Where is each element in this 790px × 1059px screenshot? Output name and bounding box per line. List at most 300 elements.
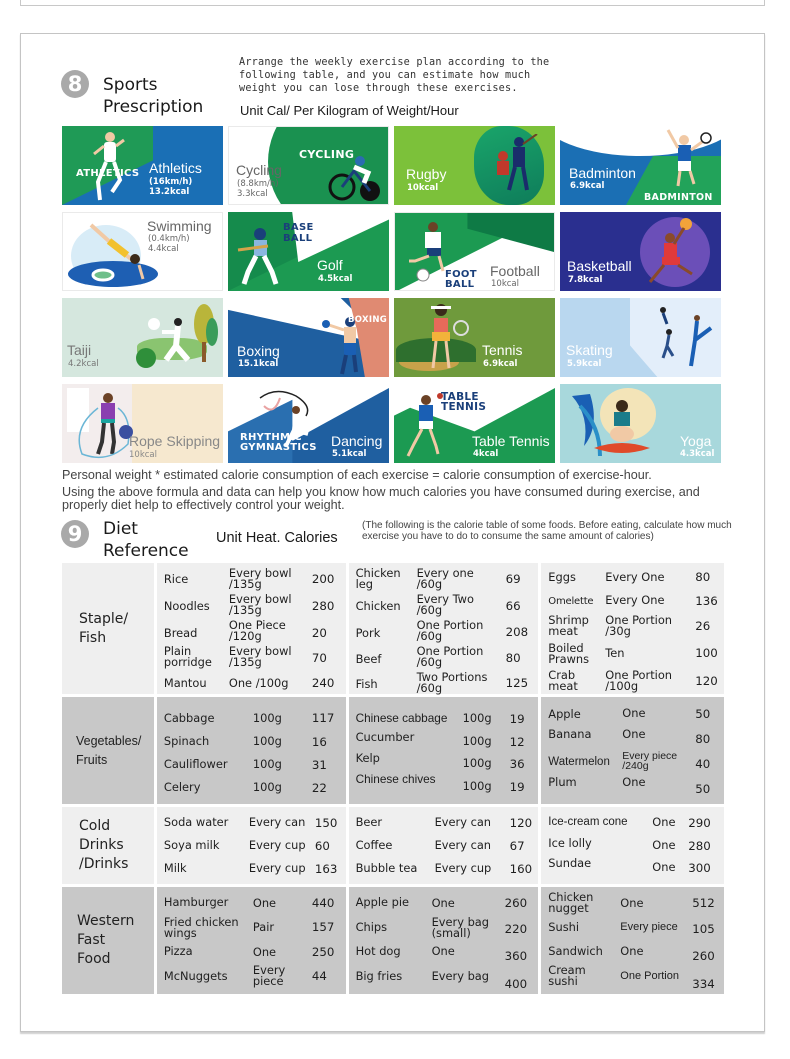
sport-kcal: 4.4kcal — [148, 244, 179, 254]
food-portion: One — [431, 896, 455, 910]
food-portion: One Portion — [605, 613, 673, 627]
food-name: Apple — [548, 707, 581, 721]
food-name: Beef — [355, 652, 382, 666]
food-name: Milk — [163, 861, 187, 875]
food-portion: Every can — [434, 815, 492, 829]
advice-text: Using the above formula and data can help you know how much calories you have consumed during exercise, and properly diet help to effectively control your weight. — [62, 485, 700, 512]
food-portion: 100g — [252, 780, 282, 794]
runner-icon — [90, 130, 126, 202]
food-portion: /135g — [228, 655, 262, 669]
sport-kcal: 5.9kcal — [567, 359, 602, 369]
previous-panel-frame — [20, 0, 765, 6]
sport-kcal: 4.2kcal — [68, 359, 99, 369]
food-name: Crab — [548, 668, 576, 682]
food-calories: 290 — [688, 816, 711, 830]
food-name: Bubble tea — [355, 861, 418, 875]
sport-name: Dancing — [331, 433, 383, 449]
food-calories: 300 — [688, 861, 711, 875]
food-portion: 100g — [462, 779, 492, 793]
food-portion: (small) — [431, 926, 471, 940]
table-row — [349, 965, 539, 991]
sport-kcal: 15.1kcal — [238, 359, 279, 369]
section-number-badge: 8 — [61, 70, 89, 98]
category-line: Vegetables/ — [76, 733, 142, 748]
food-portion: One Portion — [605, 668, 673, 682]
food-name: Beer — [355, 815, 383, 829]
sport-card-cycling[interactable] — [228, 126, 389, 205]
baseball-players-icon — [489, 134, 539, 196]
category-line: Drinks — [79, 837, 124, 853]
athletics-banner: ATHLETICS — [76, 168, 140, 179]
food-name: Spinach — [163, 734, 210, 748]
sport-kcal: 7.8kcal — [568, 275, 603, 285]
food-calories: 125 — [505, 676, 529, 690]
sport-card-dancing[interactable] — [228, 384, 389, 463]
cyclist-icon — [324, 153, 384, 203]
sport-kcal: 6.9kcal — [483, 359, 518, 369]
table-row — [541, 615, 724, 641]
food-portion: /60g — [416, 603, 443, 617]
food-portion: /120g — [228, 629, 262, 643]
food-calories: 280 — [311, 599, 335, 613]
table-row — [541, 643, 724, 669]
food-column — [157, 697, 346, 804]
rope-skipper-icon — [68, 388, 138, 462]
food-portion: Every can — [434, 838, 492, 852]
food-name: Cabbage — [163, 711, 215, 725]
food-name: Cucumber — [355, 730, 415, 744]
food-portion: /60g — [416, 681, 443, 695]
sport-name: Swimming — [147, 218, 212, 234]
sport-name: Cycling — [236, 162, 282, 178]
food-portion: Every bowl — [228, 592, 292, 606]
food-calories: 220 — [504, 922, 528, 936]
table-row — [349, 916, 539, 942]
food-calories: 163 — [314, 862, 338, 876]
food-name: Big fries — [355, 969, 403, 983]
table-row — [157, 567, 346, 593]
food-name: Cauliflower — [163, 757, 228, 771]
food-portion: One — [652, 838, 676, 852]
sport-name: Yoga — [680, 433, 712, 449]
unit-label: Unit Heat. Calories — [216, 530, 338, 546]
table-row — [157, 593, 346, 619]
food-calories: 80 — [505, 651, 521, 665]
food-name: McNuggets — [163, 969, 228, 983]
table-row — [541, 589, 724, 615]
food-portion: Every bowl — [228, 566, 292, 580]
food-column — [157, 563, 346, 694]
food-portion: Every one — [416, 566, 474, 580]
category-line: Fruits — [76, 752, 108, 767]
food-name: Apple pie — [355, 895, 410, 909]
sport-name: Boxing — [237, 343, 280, 359]
food-portion: Every cup — [248, 838, 306, 852]
food-portion: Every can — [248, 815, 306, 829]
sport-card-tennis[interactable] — [394, 298, 555, 377]
food-portion: One Portion — [416, 644, 484, 658]
category-label — [62, 697, 154, 804]
food-name: Eggs — [548, 570, 576, 584]
sport-name: Table Tennis — [472, 433, 550, 449]
food-calories: 136 — [695, 594, 718, 608]
sport-name: Badminton — [569, 165, 636, 181]
food-column — [541, 807, 724, 884]
food-column — [157, 807, 346, 884]
intro-line: Arrange the weekly exercise plan according to the — [239, 57, 550, 68]
food-calories: 160 — [509, 862, 533, 876]
sport-card-athletics[interactable] — [62, 126, 223, 205]
table-row — [349, 619, 539, 645]
table-row — [349, 859, 539, 885]
food-calories: 50 — [695, 782, 711, 796]
food-column — [349, 697, 539, 804]
sport-kcal: 10kcal — [407, 183, 439, 193]
food-calories: 19 — [509, 712, 525, 726]
sport-card-rugby[interactable] — [394, 126, 555, 205]
tennis-player-icon — [419, 300, 475, 374]
food-portion: Every bag — [431, 915, 490, 929]
food-portion: One — [622, 775, 646, 789]
food-calories: 157 — [311, 920, 335, 934]
food-portion: /240g — [622, 760, 649, 772]
sport-speed: (0.4km/h) — [148, 234, 190, 244]
cycling-banner: CYCLING — [299, 148, 355, 161]
table-row — [541, 857, 724, 883]
sport-name: Skating — [566, 342, 613, 358]
food-portion: Every bag — [431, 969, 490, 983]
food-name: Fish — [355, 677, 378, 691]
food-name: Soya milk — [163, 838, 220, 852]
food-calories: 400 — [504, 977, 528, 991]
food-column — [157, 887, 346, 994]
food-calories: 67 — [509, 839, 525, 853]
table-row — [541, 669, 724, 695]
food-portion: /135g — [228, 603, 262, 617]
food-calories: 50 — [695, 707, 711, 721]
baseball-batter-icon — [234, 226, 280, 288]
section-title — [103, 518, 189, 562]
food-calories: 440 — [311, 896, 335, 910]
food-portion: One — [252, 896, 277, 910]
food-portion: One Portion — [620, 970, 679, 982]
food-portion: 100g — [462, 711, 492, 725]
sport-card-taiji[interactable] — [62, 298, 223, 377]
food-portion: 100g — [252, 711, 282, 725]
food-name: Fried chicken — [163, 915, 239, 929]
food-calories: 80 — [695, 732, 711, 746]
food-name: Chinese cabbage — [355, 711, 448, 725]
baseball-banner-2: BALL — [283, 233, 313, 244]
food-portion: One — [431, 944, 455, 958]
food-portion: One — [252, 945, 277, 959]
food-calories: 26 — [695, 619, 711, 633]
sport-card-basketball[interactable] — [560, 212, 721, 291]
sport-speed: (16km/h) — [149, 177, 193, 187]
food-column — [541, 563, 724, 694]
food-name: leg — [355, 577, 373, 591]
sport-card-football[interactable] — [394, 212, 555, 291]
food-portion: /60g — [416, 577, 443, 591]
food-name: Chicken — [548, 890, 594, 904]
food-calories: 69 — [505, 572, 521, 586]
food-name: Pork — [355, 626, 381, 640]
category-line: /Drinks — [79, 856, 129, 872]
section-title — [103, 74, 203, 118]
food-name: meat — [548, 624, 578, 638]
food-portion: Every cup — [434, 861, 492, 875]
food-group-staple-fish — [62, 563, 724, 694]
food-name: Sundae — [548, 856, 592, 870]
food-column — [349, 563, 539, 694]
sport-speed: (8.8km/h) — [237, 179, 279, 189]
category-line: Fast — [77, 932, 106, 948]
food-portion: /60g — [416, 655, 443, 669]
food-name: Rice — [163, 572, 189, 586]
food-calories: 260 — [504, 896, 528, 910]
sport-kcal: 4.3kcal — [680, 449, 715, 459]
intro-line: weight you can lose through these exercises. — [239, 82, 518, 94]
table-row — [157, 778, 346, 804]
food-name: Watermelon — [548, 756, 610, 768]
sport-kcal: 4.5kcal — [318, 274, 353, 284]
food-column — [349, 807, 539, 884]
food-name: porridge — [163, 655, 212, 669]
food-portion: Ten — [605, 646, 625, 660]
table-row — [157, 645, 346, 671]
food-calories: 260 — [692, 949, 715, 963]
food-name: Soda water — [163, 815, 229, 829]
food-calories: 360 — [504, 949, 528, 963]
sport-name: Football — [490, 263, 540, 279]
section-title-line1: Diet — [103, 519, 138, 539]
food-portion: Every cup — [248, 861, 306, 875]
badminton-player-icon — [660, 128, 715, 188]
food-calories: 120 — [509, 816, 533, 830]
food-calories: 150 — [314, 816, 338, 830]
food-calories: 117 — [311, 711, 335, 725]
sport-kcal: 10kcal — [129, 450, 157, 460]
section-title-line2: Reference — [103, 541, 189, 561]
formula-text: Personal weight * estimated calorie consumption of each exercise = calorie consumption of exercise-hour. — [62, 468, 652, 482]
food-name: Chicken — [355, 566, 401, 580]
food-calories: 280 — [688, 839, 711, 853]
food-portion: One Piece — [228, 618, 286, 632]
food-calories: 240 — [311, 676, 335, 690]
food-portion: Every One — [605, 593, 665, 607]
food-portion: piece — [252, 974, 284, 988]
food-calories: 208 — [505, 625, 529, 639]
sport-card-skating[interactable] — [560, 298, 721, 377]
food-name: Sandwich — [548, 944, 603, 958]
sport-card-table-tennis[interactable] — [394, 384, 555, 463]
food-name: Pizza — [163, 944, 193, 958]
table-row — [349, 671, 539, 697]
category-line: Food — [77, 951, 111, 967]
table-row — [157, 671, 346, 697]
food-calories: 31 — [311, 758, 327, 772]
table-tennis-banner-2: TENNIS — [441, 401, 487, 413]
food-calories: 44 — [311, 969, 327, 983]
sport-kcal: 6.9kcal — [570, 181, 605, 191]
unit-label: Unit Cal/ Per Kilogram of Weight/Hour — [240, 103, 459, 118]
baseball-banner-1: BASE — [283, 222, 314, 233]
table-row — [157, 965, 346, 991]
football-banner-1: FOOT — [445, 269, 477, 280]
sport-name: Athletics — [149, 160, 202, 176]
food-portion: 100g — [252, 757, 282, 771]
food-calories: 40 — [695, 757, 711, 771]
sport-kcal: 3.3kcal — [237, 189, 268, 199]
food-portion: /100g — [605, 679, 639, 693]
food-group-vegetables-fruits — [62, 697, 724, 804]
food-calories: 250 — [311, 945, 335, 959]
food-column — [541, 697, 724, 804]
intro-line: following table, and you can estimate how much — [239, 69, 531, 81]
sport-card-rope-skipping[interactable] — [62, 384, 223, 463]
food-portion: Every bowl — [228, 644, 292, 658]
sport-kcal: 4kcal — [473, 449, 499, 459]
sport-card-yoga[interactable] — [560, 384, 721, 463]
food-name: Bread — [163, 626, 198, 640]
category-line: Western — [77, 913, 135, 929]
table-row — [157, 916, 346, 942]
sport-card-swimming[interactable] — [62, 212, 223, 291]
food-name: Ice lolly — [548, 836, 592, 850]
food-calories: 66 — [505, 599, 521, 613]
diet-note: (The following is the calorie table of some foods. Before eating, calculate how much exercise you have to do to consume the same amount of calories) — [362, 520, 732, 542]
taiji-figure-icon — [134, 302, 219, 374]
table-row — [541, 965, 724, 991]
category-line: Fish — [79, 629, 107, 646]
food-name: Sushi — [548, 920, 580, 934]
food-portion: Every piece — [622, 750, 678, 762]
food-name: Cream — [548, 963, 586, 977]
food-name: Noodles — [163, 599, 210, 613]
badminton-banner: BADMINTON — [644, 192, 713, 203]
sport-name: Golf — [317, 257, 343, 273]
table-row — [157, 859, 346, 885]
sport-name: Rope Skipping — [129, 433, 221, 449]
sport-card-golf[interactable] — [228, 212, 389, 291]
food-name: sushi — [548, 974, 578, 988]
food-name: Celery — [163, 780, 201, 794]
sport-kcal: 10kcal — [491, 279, 519, 289]
food-portion: 100g — [462, 734, 492, 748]
food-name: meat — [548, 679, 578, 693]
table-row — [541, 726, 724, 752]
food-calories: 70 — [311, 651, 327, 665]
table-row — [349, 772, 539, 798]
food-name: Hot dog — [355, 944, 401, 958]
section-intro — [239, 57, 619, 95]
food-portion: One — [620, 944, 644, 958]
sport-card-boxing[interactable] — [228, 298, 389, 377]
swimmer-icon — [81, 221, 151, 287]
food-portion: /135g — [228, 577, 262, 591]
food-column — [349, 887, 539, 994]
food-portion: /60g — [416, 629, 443, 643]
basketball-player-icon — [640, 216, 710, 288]
food-name: Kelp — [355, 751, 380, 765]
food-name: wings — [163, 926, 197, 940]
food-calories: 22 — [311, 781, 327, 795]
food-calories: 100 — [695, 646, 718, 660]
table-row — [541, 774, 724, 800]
food-calories: 200 — [311, 572, 335, 586]
food-calories: 80 — [695, 570, 711, 584]
food-name: Ice-cream cone — [548, 816, 628, 828]
food-portion: One Portion — [416, 618, 484, 632]
food-portion: Every Two — [416, 592, 474, 606]
food-name: Chicken — [355, 599, 401, 613]
food-calories: 512 — [692, 896, 715, 910]
food-portion: /30g — [605, 624, 631, 638]
food-calories: 105 — [692, 922, 715, 936]
food-portion: One — [622, 727, 646, 741]
table-row — [349, 593, 539, 619]
sport-kcal: 13.2kcal — [149, 187, 190, 197]
table-row — [349, 645, 539, 671]
football-banner-2: BALL — [445, 279, 475, 290]
food-portion: 100g — [462, 756, 492, 770]
food-portion: Every piece — [620, 921, 678, 933]
food-name: Chinese chives — [355, 772, 436, 786]
rhythmic-banner-1: RHYTHMIC — [240, 432, 302, 443]
food-name: Shrimp — [548, 613, 589, 627]
boxing-banner: BOXING — [348, 315, 388, 325]
rhythmic-banner-2: GYMNASTICS — [240, 442, 317, 453]
food-portion: One — [620, 896, 644, 910]
food-calories: 334 — [692, 977, 715, 991]
food-portion: One /100g — [228, 676, 289, 690]
food-portion: One — [622, 706, 646, 720]
food-portion: 100g — [252, 734, 282, 748]
food-column — [541, 887, 724, 994]
food-calories: 120 — [695, 674, 718, 688]
category-label — [62, 563, 154, 694]
diet-table — [62, 563, 724, 997]
food-name: Coffee — [355, 838, 393, 852]
section-title-line2: Prescription — [103, 97, 204, 117]
sport-name: Basketball — [567, 258, 632, 274]
table-row — [541, 891, 724, 917]
food-calories: 60 — [314, 839, 330, 853]
food-portion: Pair — [252, 920, 275, 934]
table-row — [349, 567, 539, 593]
food-name: Plain — [163, 644, 192, 658]
category-line: Cold — [79, 818, 111, 834]
sport-kcal: 5.1kcal — [332, 449, 367, 459]
section-title-line1: Sports — [103, 75, 158, 95]
food-portion: One — [652, 815, 676, 829]
food-name: Prawns — [548, 652, 590, 666]
sport-name: Tennis — [482, 342, 523, 358]
category-line: Staple/ — [79, 610, 129, 627]
food-name: Mantou — [163, 676, 207, 690]
sport-card-badminton[interactable] — [560, 126, 721, 205]
yoga-figure-icon — [570, 386, 660, 462]
food-name: Omelette — [548, 596, 594, 607]
food-calories: 20 — [311, 626, 327, 640]
food-portion: Every One — [605, 570, 665, 584]
sport-name: Taiji — [67, 342, 92, 358]
food-portion: Every — [252, 963, 286, 977]
skaters-icon — [645, 300, 717, 374]
table-row — [157, 619, 346, 645]
table-tennis-banner-1: TABLE — [441, 391, 479, 403]
food-calories: 12 — [509, 735, 525, 749]
